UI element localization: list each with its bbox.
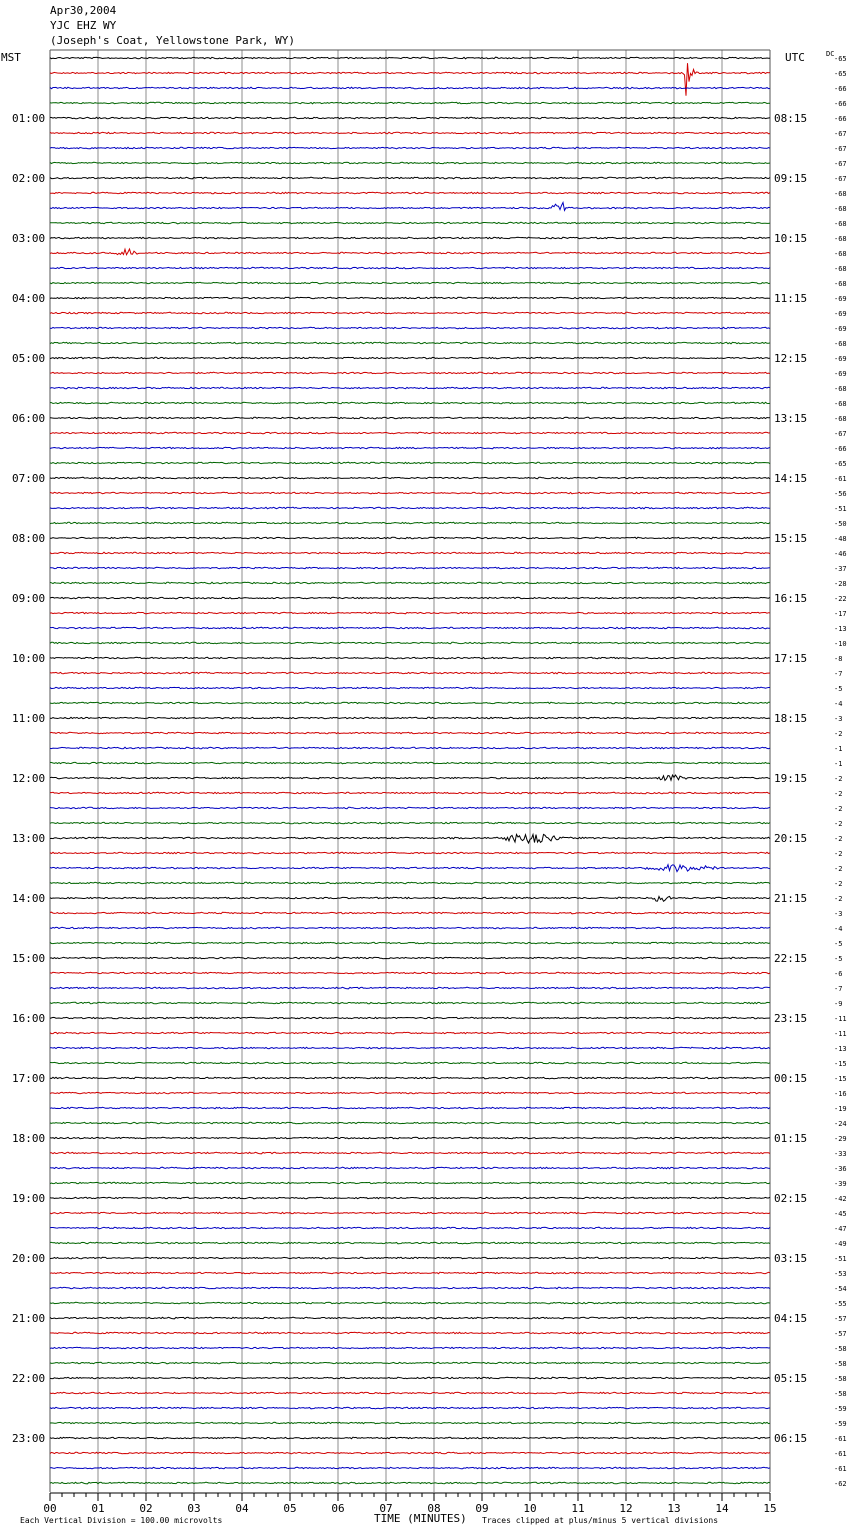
seismic-trace bbox=[50, 203, 770, 211]
seismic-trace bbox=[50, 912, 770, 914]
seismic-trace bbox=[50, 477, 770, 479]
seismic-trace bbox=[50, 942, 770, 944]
seismic-trace bbox=[50, 822, 770, 824]
dc-offset-label: -2 bbox=[834, 880, 843, 888]
dc-offset-label: -67 bbox=[834, 145, 847, 153]
dc-offset-label: -68 bbox=[834, 220, 847, 228]
x-tick-label: 14 bbox=[715, 1502, 729, 1515]
dc-offset-label: -6 bbox=[834, 970, 843, 978]
dc-offset-label: -51 bbox=[834, 505, 847, 513]
seismic-trace bbox=[50, 1257, 770, 1259]
x-tick-label: 08 bbox=[427, 1502, 441, 1515]
utc-hour-label: 12:15 bbox=[774, 352, 808, 365]
left-timezone-label: MST bbox=[1, 51, 21, 64]
utc-hour-label: 16:15 bbox=[774, 592, 808, 605]
dc-offset-label: -58 bbox=[834, 1345, 847, 1353]
dc-offset-label: -29 bbox=[834, 1135, 847, 1143]
dc-offset-label: -1 bbox=[834, 760, 843, 768]
dc-offset-label: -61 bbox=[834, 1450, 847, 1458]
seismic-trace bbox=[50, 987, 770, 989]
scale-note: Each Vertical Division = 100.00 microvolts bbox=[20, 1516, 223, 1525]
seismic-trace bbox=[50, 896, 770, 901]
seismic-trace bbox=[50, 1332, 770, 1334]
dc-offset-label: -11 bbox=[834, 1030, 847, 1038]
utc-hour-label: 02:15 bbox=[774, 1192, 808, 1205]
seismic-trace bbox=[50, 882, 770, 884]
x-tick-label: 07 bbox=[379, 1502, 393, 1515]
x-tick-label: 10 bbox=[523, 1502, 537, 1515]
seismic-trace bbox=[50, 147, 770, 149]
dc-offset-label: -61 bbox=[834, 1435, 847, 1443]
right-timezone-label: UTC bbox=[785, 51, 805, 64]
dc-offset-label: -54 bbox=[834, 1285, 847, 1293]
dc-offset-label: -8 bbox=[834, 655, 843, 663]
dc-offset-label: -17 bbox=[834, 610, 847, 618]
seismic-trace bbox=[50, 732, 770, 733]
dc-offset-label: -66 bbox=[834, 100, 847, 108]
dc-label: DC bbox=[826, 50, 835, 58]
dc-offset-label: -50 bbox=[834, 520, 847, 528]
seismic-trace bbox=[50, 327, 770, 329]
seismic-trace bbox=[50, 117, 770, 119]
seismic-trace bbox=[50, 357, 770, 359]
dc-offset-label: -68 bbox=[834, 205, 847, 213]
dc-offset-label: -57 bbox=[834, 1315, 847, 1323]
seismic-trace bbox=[50, 1482, 770, 1484]
mst-hour-label: 09:00 bbox=[12, 592, 46, 605]
seismic-trace bbox=[50, 1002, 770, 1004]
mst-hour-label: 11:00 bbox=[12, 712, 46, 725]
dc-offset-label: -55 bbox=[834, 1300, 847, 1308]
label-group bbox=[12, 55, 847, 1515]
seismic-trace bbox=[50, 834, 770, 843]
dc-offset-label: -68 bbox=[834, 190, 847, 198]
seismic-trace bbox=[50, 1227, 770, 1229]
dc-offset-label: -19 bbox=[834, 1105, 847, 1113]
dc-offset-label: -2 bbox=[834, 790, 843, 798]
dc-offset-label: -39 bbox=[834, 1180, 847, 1188]
x-tick-label: 04 bbox=[235, 1502, 249, 1515]
mst-hour-label: 01:00 bbox=[12, 112, 46, 125]
seismic-trace bbox=[50, 702, 770, 704]
seismic-trace bbox=[50, 972, 770, 974]
seismic-trace bbox=[50, 1392, 770, 1394]
x-tick-label: 03 bbox=[187, 1502, 201, 1515]
dc-offset-label: -7 bbox=[834, 985, 843, 993]
dc-offset-label: -10 bbox=[834, 640, 847, 648]
seismic-trace bbox=[50, 1152, 770, 1154]
dc-offset-label: -22 bbox=[834, 595, 847, 603]
utc-hour-label: 09:15 bbox=[774, 172, 808, 185]
mst-hour-label: 03:00 bbox=[12, 232, 46, 245]
mst-hour-label: 05:00 bbox=[12, 352, 46, 365]
dc-offset-label: -69 bbox=[834, 325, 847, 333]
dc-offset-label: -37 bbox=[834, 565, 847, 573]
dc-offset-label: -2 bbox=[834, 820, 843, 828]
seismic-trace bbox=[50, 792, 770, 794]
x-axis-title: TIME (MINUTES) bbox=[374, 1512, 467, 1525]
seismic-trace bbox=[50, 612, 770, 614]
seismic-trace bbox=[50, 1137, 770, 1139]
dc-offset-label: -5 bbox=[834, 685, 843, 693]
dc-offset-label: -66 bbox=[834, 115, 847, 123]
dc-offset-label: -9 bbox=[834, 1000, 843, 1008]
mst-hour-label: 16:00 bbox=[12, 1012, 46, 1025]
mst-hour-label: 23:00 bbox=[12, 1432, 46, 1445]
dc-offset-label: -69 bbox=[834, 295, 847, 303]
x-tick-label: 00 bbox=[43, 1502, 57, 1515]
seismic-trace bbox=[50, 1377, 770, 1379]
mst-hour-label: 04:00 bbox=[12, 292, 46, 305]
dc-offset-label: -68 bbox=[834, 400, 847, 408]
mst-hour-label: 13:00 bbox=[12, 832, 46, 845]
dc-offset-label: -1 bbox=[834, 745, 843, 753]
seismic-trace bbox=[50, 1242, 770, 1244]
utc-hour-label: 03:15 bbox=[774, 1252, 808, 1265]
seismic-trace bbox=[50, 417, 770, 419]
dc-offset-label: -59 bbox=[834, 1405, 847, 1413]
dc-offset-label: -11 bbox=[834, 1015, 847, 1023]
utc-hour-label: 14:15 bbox=[774, 472, 808, 485]
mst-hour-label: 12:00 bbox=[12, 772, 46, 785]
dc-offset-label: -69 bbox=[834, 370, 847, 378]
dc-offset-label: -53 bbox=[834, 1270, 847, 1278]
seismic-trace bbox=[50, 282, 770, 284]
seismic-trace bbox=[50, 297, 770, 299]
mst-hour-label: 20:00 bbox=[12, 1252, 46, 1265]
seismic-trace bbox=[50, 537, 770, 539]
dc-offset-label: -68 bbox=[834, 265, 847, 273]
dc-offset-label: -61 bbox=[834, 475, 847, 483]
seismic-trace bbox=[50, 582, 770, 584]
seismic-trace bbox=[50, 1032, 770, 1034]
x-tick-label: 05 bbox=[283, 1502, 297, 1515]
dc-offset-label: -2 bbox=[834, 805, 843, 813]
clip-note: Traces clipped at plus/minus 5 vertical divisions bbox=[482, 1516, 719, 1525]
seismic-trace bbox=[50, 687, 770, 689]
seismic-trace bbox=[50, 1437, 770, 1439]
seismic-trace bbox=[50, 747, 770, 749]
dc-offset-label: -67 bbox=[834, 175, 847, 183]
seismic-trace bbox=[50, 672, 770, 674]
dc-offset-label: -68 bbox=[834, 235, 847, 243]
x-tick-label: 11 bbox=[571, 1502, 585, 1515]
dc-offset-label: -5 bbox=[834, 955, 843, 963]
dc-offset-label: -33 bbox=[834, 1150, 847, 1158]
x-tick-label: 09 bbox=[475, 1502, 489, 1515]
seismic-trace bbox=[50, 249, 770, 255]
dc-offset-label: -5 bbox=[834, 940, 843, 948]
seismic-trace bbox=[50, 1017, 770, 1019]
dc-offset-label: -4 bbox=[834, 925, 843, 933]
utc-hour-label: 00:15 bbox=[774, 1072, 808, 1085]
seismic-trace bbox=[50, 642, 770, 644]
dc-offset-label: -62 bbox=[834, 1480, 847, 1488]
mst-hour-label: 17:00 bbox=[12, 1072, 46, 1085]
dc-offset-label: -2 bbox=[834, 835, 843, 843]
mst-hour-label: 02:00 bbox=[12, 172, 46, 185]
utc-hour-label: 10:15 bbox=[774, 232, 808, 245]
utc-hour-label: 20:15 bbox=[774, 832, 808, 845]
dc-offset-label: -36 bbox=[834, 1165, 847, 1173]
trace-group bbox=[50, 57, 770, 1484]
seismic-trace bbox=[50, 852, 770, 853]
seismic-trace bbox=[50, 717, 770, 719]
seismic-trace bbox=[50, 597, 770, 599]
seismic-trace bbox=[50, 507, 770, 509]
utc-hour-label: 17:15 bbox=[774, 652, 808, 665]
seismic-trace bbox=[50, 1092, 770, 1094]
mst-hour-label: 21:00 bbox=[12, 1312, 46, 1325]
seismic-trace bbox=[50, 1062, 770, 1064]
dc-offset-label: -47 bbox=[834, 1225, 847, 1233]
seismic-trace bbox=[50, 1287, 770, 1289]
dc-offset-label: -56 bbox=[834, 490, 847, 498]
seismic-trace bbox=[50, 1467, 770, 1469]
dc-offset-label: -68 bbox=[834, 250, 847, 258]
dc-offset-label: -59 bbox=[834, 1420, 847, 1428]
dc-offset-label: -68 bbox=[834, 340, 847, 348]
dc-offset-label: -68 bbox=[834, 415, 847, 423]
mst-hour-label: 10:00 bbox=[12, 652, 46, 665]
dc-offset-label: -68 bbox=[834, 385, 847, 393]
dc-offset-label: -65 bbox=[834, 460, 847, 468]
seismic-trace bbox=[50, 927, 770, 929]
seismic-trace bbox=[50, 865, 770, 872]
seismic-trace bbox=[50, 1197, 770, 1199]
seismic-trace bbox=[50, 1452, 770, 1454]
dc-offset-label: -58 bbox=[834, 1390, 847, 1398]
dc-offset-label: -2 bbox=[834, 865, 843, 873]
seismic-trace bbox=[50, 462, 770, 464]
mst-hour-label: 19:00 bbox=[12, 1192, 46, 1205]
utc-hour-label: 18:15 bbox=[774, 712, 808, 725]
seismic-trace bbox=[50, 447, 770, 449]
x-tick-label: 06 bbox=[331, 1502, 345, 1515]
dc-offset-label: -24 bbox=[834, 1120, 847, 1128]
dc-offset-label: -15 bbox=[834, 1075, 847, 1083]
seismic-trace bbox=[50, 387, 770, 389]
dc-offset-label: -16 bbox=[834, 1090, 847, 1098]
dc-offset-label: -61 bbox=[834, 1465, 847, 1473]
seismic-trace bbox=[50, 775, 770, 780]
utc-hour-label: 06:15 bbox=[774, 1432, 808, 1445]
dc-offset-label: -3 bbox=[834, 715, 843, 723]
seismic-trace bbox=[50, 552, 770, 554]
dc-offset-label: -67 bbox=[834, 430, 847, 438]
utc-hour-label: 11:15 bbox=[774, 292, 808, 305]
dc-offset-label: -49 bbox=[834, 1240, 847, 1248]
dc-offset-label: -57 bbox=[834, 1330, 847, 1338]
mst-hour-label: 08:00 bbox=[12, 532, 46, 545]
dc-offset-label: -2 bbox=[834, 775, 843, 783]
x-tick-label: 13 bbox=[667, 1502, 681, 1515]
seismic-trace bbox=[50, 372, 770, 374]
seismic-trace bbox=[50, 432, 770, 434]
seismic-trace bbox=[50, 1167, 770, 1169]
mst-hour-label: 22:00 bbox=[12, 1372, 46, 1385]
seismic-trace bbox=[50, 162, 770, 164]
utc-hour-label: 19:15 bbox=[774, 772, 808, 785]
seismic-trace bbox=[50, 342, 770, 344]
dc-offset-label: -2 bbox=[834, 895, 843, 903]
dc-offset-label: -66 bbox=[834, 85, 847, 93]
dc-offset-label: -65 bbox=[834, 55, 847, 63]
seismic-trace bbox=[50, 63, 770, 95]
utc-hour-label: 05:15 bbox=[774, 1372, 808, 1385]
seismic-trace bbox=[50, 132, 770, 134]
utc-hour-label: 22:15 bbox=[774, 952, 808, 965]
utc-hour-label: 01:15 bbox=[774, 1132, 808, 1145]
seismic-trace bbox=[50, 522, 770, 524]
dc-offset-label: -69 bbox=[834, 310, 847, 318]
mst-hour-label: 07:00 bbox=[12, 472, 46, 485]
dc-offset-label: -65 bbox=[834, 70, 847, 78]
seismic-trace bbox=[50, 177, 770, 179]
seismic-trace bbox=[50, 567, 770, 568]
seismic-trace bbox=[50, 237, 770, 239]
dc-offset-label: -3 bbox=[834, 910, 843, 918]
chart-location: (Joseph's Coat, Yellowstone Park, WY) bbox=[50, 34, 296, 47]
utc-hour-label: 23:15 bbox=[774, 1012, 808, 1025]
x-tick-label: 01 bbox=[91, 1502, 105, 1515]
seismic-trace bbox=[50, 1407, 770, 1409]
seismic-trace bbox=[50, 192, 770, 194]
seismic-trace bbox=[50, 1182, 770, 1184]
dc-offset-label: -28 bbox=[834, 580, 847, 588]
dc-offset-label: -15 bbox=[834, 1060, 847, 1068]
seismic-trace bbox=[50, 1422, 770, 1424]
chart-station: YJC EHZ WY bbox=[50, 19, 117, 32]
seismic-trace bbox=[50, 1302, 770, 1304]
seismic-trace bbox=[50, 312, 770, 314]
dc-offset-label: -4 bbox=[834, 700, 843, 708]
dc-offset-label: -69 bbox=[834, 355, 847, 363]
seismic-trace bbox=[50, 222, 770, 224]
vertical-grid bbox=[50, 50, 770, 1492]
dc-offset-label: -67 bbox=[834, 160, 847, 168]
dc-offset-label: -46 bbox=[834, 550, 847, 558]
dc-offset-label: -2 bbox=[834, 850, 843, 858]
seismic-trace bbox=[50, 627, 770, 629]
dc-offset-label: -13 bbox=[834, 625, 847, 633]
seismic-trace bbox=[50, 1107, 770, 1109]
seismic-trace bbox=[50, 1317, 770, 1319]
dc-offset-label: -13 bbox=[834, 1045, 847, 1053]
dc-offset-label: -58 bbox=[834, 1360, 847, 1368]
chart-date: Apr30,2004 bbox=[50, 4, 117, 17]
mst-hour-label: 15:00 bbox=[12, 952, 46, 965]
dc-offset-label: -48 bbox=[834, 535, 847, 543]
x-tick-label: 15 bbox=[763, 1502, 777, 1515]
x-tick-label: 12 bbox=[619, 1502, 633, 1515]
dc-offset-label: -2 bbox=[834, 730, 843, 738]
seismic-trace bbox=[50, 102, 770, 104]
utc-hour-label: 21:15 bbox=[774, 892, 808, 905]
dc-offset-label: -68 bbox=[834, 280, 847, 288]
seismic-trace bbox=[50, 1077, 770, 1079]
seismic-trace bbox=[50, 1047, 770, 1049]
seismic-trace bbox=[50, 1122, 770, 1124]
dc-offset-label: -45 bbox=[834, 1210, 847, 1218]
dc-offset-label: -42 bbox=[834, 1195, 847, 1203]
seismic-trace bbox=[50, 1272, 770, 1274]
utc-hour-label: 08:15 bbox=[774, 112, 808, 125]
seismic-trace bbox=[50, 657, 770, 659]
seismic-trace bbox=[50, 807, 770, 809]
seismic-trace bbox=[50, 957, 770, 959]
dc-offset-label: -58 bbox=[834, 1375, 847, 1383]
dc-offset-label: -51 bbox=[834, 1255, 847, 1263]
seismic-trace bbox=[50, 57, 770, 59]
utc-hour-label: 04:15 bbox=[774, 1312, 808, 1325]
mst-hour-label: 06:00 bbox=[12, 412, 46, 425]
seismic-trace bbox=[50, 402, 770, 404]
seismic-trace bbox=[50, 762, 770, 764]
utc-hour-label: 13:15 bbox=[774, 412, 808, 425]
dc-offset-label: -67 bbox=[834, 130, 847, 138]
seismic-trace bbox=[50, 87, 770, 89]
dc-offset-label: -7 bbox=[834, 670, 843, 678]
seismic-trace bbox=[50, 1212, 770, 1214]
mst-hour-label: 18:00 bbox=[12, 1132, 46, 1145]
utc-hour-label: 15:15 bbox=[774, 532, 808, 545]
seismic-trace bbox=[50, 492, 770, 494]
dc-offset-label: -66 bbox=[834, 445, 847, 453]
mst-hour-label: 14:00 bbox=[12, 892, 46, 905]
seismic-trace bbox=[50, 1347, 770, 1349]
x-tick-label: 02 bbox=[139, 1502, 153, 1515]
seismic-trace bbox=[50, 1362, 770, 1364]
seismic-trace bbox=[50, 267, 770, 269]
